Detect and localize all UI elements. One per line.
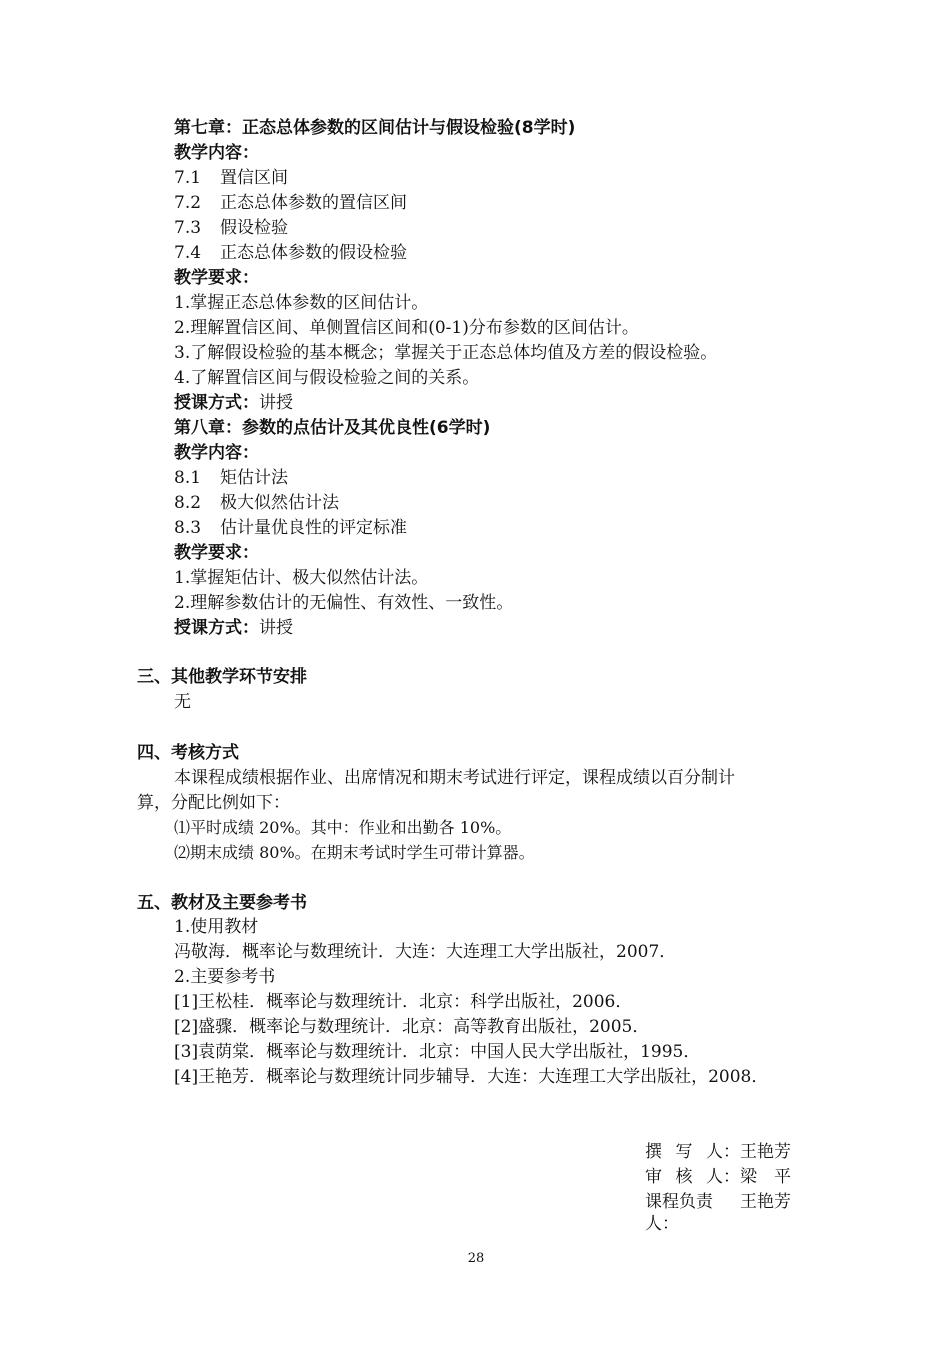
item-text: 极大似然估计法 bbox=[220, 493, 339, 513]
owner-label bbox=[645, 1191, 740, 1234]
label-char: 审 bbox=[645, 1167, 662, 1187]
reference-item: [3]袁荫棠．概率论与数理统计．北京：中国人民大学出版社，1995． bbox=[174, 1042, 701, 1062]
writer-name: 王艳芳 bbox=[740, 1142, 791, 1162]
method-label: 授课方式： bbox=[174, 618, 259, 638]
chapter7-content-label: 教学内容： bbox=[174, 143, 259, 163]
list-item bbox=[174, 192, 407, 214]
writer-label bbox=[645, 1141, 740, 1163]
item-number: 8.2 bbox=[174, 493, 202, 513]
list-item bbox=[174, 167, 288, 189]
chapter8-content-label: 教学内容： bbox=[174, 443, 259, 463]
label-text: 课程负责人： bbox=[645, 1192, 713, 1234]
item-text: 矩估计法 bbox=[220, 468, 288, 488]
refs-label: 2.主要参考书 bbox=[174, 967, 276, 987]
chapter8-title: 第八章：参数的点估计及其优良性(6学时) bbox=[174, 418, 491, 438]
requirement-item: 3.了解假设检验的基本概念；掌握关于正态总体均值及方差的假设检验。 bbox=[174, 343, 718, 363]
label-char: 撰 bbox=[645, 1142, 662, 1162]
label-char: 人： bbox=[706, 1142, 740, 1162]
list-item bbox=[174, 217, 288, 239]
label-char: 核 bbox=[675, 1167, 693, 1187]
label-char: 人： bbox=[706, 1167, 740, 1187]
section3-title: 三、其他教学环节安排 bbox=[137, 667, 307, 687]
section5-title: 五、教材及主要参考书 bbox=[137, 893, 307, 913]
requirement-item: 4.了解置信区间与假设检验之间的关系。 bbox=[174, 368, 480, 388]
item-number: 8.1 bbox=[174, 468, 202, 488]
method-value: 讲授 bbox=[259, 393, 293, 413]
item-text: 估计量优良性的评定标准 bbox=[220, 518, 407, 538]
requirement-item: 1.掌握正态总体参数的区间估计。 bbox=[174, 293, 429, 313]
reviewer-name: 梁 平 bbox=[740, 1167, 791, 1187]
item-text: 置信区间 bbox=[220, 168, 288, 188]
reference-item: [4]王艳芳．概率论与数理统计同步辅导．大连：大连理工大学出版社，2008． bbox=[174, 1067, 769, 1087]
item-text: 正态总体参数的置信区间 bbox=[220, 193, 407, 213]
method-label: 授课方式： bbox=[174, 393, 259, 413]
signature-writer bbox=[645, 1141, 817, 1163]
list-item bbox=[174, 517, 407, 539]
item-number: 7.1 bbox=[174, 168, 202, 188]
list-item bbox=[174, 492, 339, 514]
requirement-item: 2.理解参数估计的无偏性、有效性、一致性。 bbox=[174, 593, 514, 613]
chapter8-req-label: 教学要求： bbox=[174, 543, 259, 563]
section4-paragraph: 本课程成绩根据作业、出席情况和期末考试进行评定，课程成绩以百分制计 bbox=[174, 768, 735, 788]
requirement-item: 1.掌握矩估计、极大似然估计法。 bbox=[174, 568, 429, 588]
grading-item: ⑵期末成绩 80%。在期末考试时学生可带计算器。 bbox=[174, 843, 535, 862]
section4-paragraph-cont: 算，分配比例如下： bbox=[137, 793, 290, 813]
item-text: 假设检验 bbox=[220, 218, 288, 238]
list-item bbox=[174, 467, 288, 489]
item-text: 正态总体参数的假设检验 bbox=[220, 243, 407, 263]
reference-item: [2]盛骤．概率论与数理统计．北京：高等教育出版社，2005． bbox=[174, 1017, 650, 1037]
chapter7-title: 第七章：正态总体参数的区间估计与假设检验(8学时) bbox=[174, 118, 576, 138]
section3-body: 无 bbox=[174, 692, 191, 712]
grading-item: ⑴平时成绩 20%。其中：作业和出勤各 10%。 bbox=[174, 818, 512, 837]
textbook-label: 1.使用教材 bbox=[174, 917, 259, 937]
reference-item: [1]王松桂．概率论与数理统计．北京：科学出版社，2006． bbox=[174, 992, 633, 1012]
requirement-item: 2.理解置信区间、单侧置信区间和(0-1)分布参数的区间估计。 bbox=[174, 318, 639, 338]
chapter7-req-label: 教学要求： bbox=[174, 268, 259, 288]
textbook-entry: 冯敬海．概率论与数理统计．大连：大连理工大学出版社，2007． bbox=[174, 942, 677, 962]
item-number: 7.3 bbox=[174, 218, 202, 238]
item-number: 7.2 bbox=[174, 193, 202, 213]
label-char: 写 bbox=[675, 1142, 693, 1162]
reviewer-label bbox=[645, 1166, 740, 1188]
page-number: 28 bbox=[467, 1251, 485, 1266]
section4-title: 四、考核方式 bbox=[137, 743, 239, 763]
signature-reviewer bbox=[645, 1166, 817, 1188]
list-item bbox=[174, 242, 407, 264]
signature-owner bbox=[645, 1191, 817, 1234]
item-number: 7.4 bbox=[174, 243, 202, 263]
chapter8-method bbox=[174, 617, 293, 639]
item-number: 8.3 bbox=[174, 518, 202, 538]
method-value: 讲授 bbox=[259, 618, 293, 638]
chapter7-method bbox=[174, 392, 293, 414]
owner-name: 王艳芳 bbox=[740, 1192, 791, 1212]
